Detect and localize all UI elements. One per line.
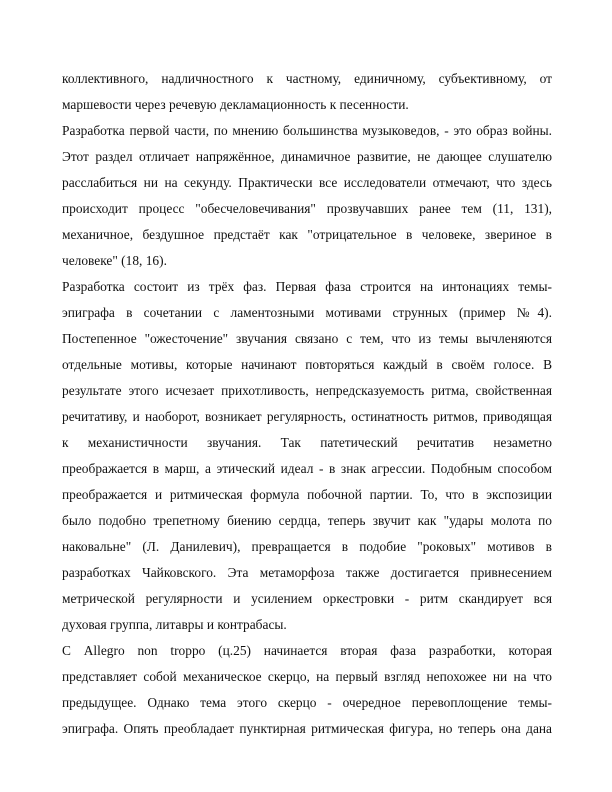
text-line: метрической регулярности и усилением оркестровки - ритм скандирует вся: [62, 591, 552, 606]
text-line: речитативу, и наоборот, возникает регулярность, остинатность ритмов, приводящая: [62, 409, 552, 424]
text-line: Постепенное "ожесточение" звучания связано с тем, что из темы вычленяются: [62, 331, 552, 346]
document-page: [62, 66, 552, 742]
text-line: было подобно трепетному биению сердца, теперь звучит как "удары молота по: [62, 513, 552, 528]
text-line: духовая группа, литавры и контрабасы.: [62, 617, 287, 632]
text-line: предыдущее. Однако тема этого скерцо - очередное перевоплощение темы-: [62, 695, 552, 710]
text-line: Разработка состоит из трёх фаз. Первая фаза строится на интонациях темы-: [62, 279, 552, 294]
text-line: маршевости через речевую декламационность к песенности.: [62, 97, 409, 112]
text-line: коллективного, надличностного к частному, единичному, субъективному, от: [62, 71, 552, 86]
text-line: отдельные мотивы, которые начинают повторяться каждый в своём голосе. В: [62, 357, 552, 372]
text-line: разработках Чайковского. Эта метаморфоза также достигается привнесением: [62, 565, 552, 580]
text-line: эпиграфа в сочетании с ламентозными мотивами струнных (пример №4).: [62, 305, 552, 320]
text-line: расслабиться ни на секунду. Практически все исследователи отмечают, что здесь: [62, 175, 552, 190]
text-line: С Allegro non troppo (ц.25) начинается вторая фаза разработки, которая: [62, 643, 552, 658]
text-line: преображается и ритмическая формула побочной партии. То, что в экспозиции: [62, 487, 552, 502]
text-line: преображается в марш, а этический идеал - в знак агрессии. Подобным способом: [62, 461, 552, 476]
text-line: Разработка первой части, по мнению большинства музыковедов, - это образ войны.: [62, 123, 552, 138]
text-line: к механистичности звучания. Так патетический речитатив незаметно: [62, 435, 552, 450]
text-line: Этот раздел отличает напряжённое, динамичное развитие, не дающее слушателю: [62, 149, 552, 164]
text-line: представляет собой механическое скерцо, на первый взгляд непохожее ни на что: [62, 669, 552, 684]
text-line: происходит процесс "обесчеловечивания" прозвучавших ранее тем (11, 131),: [62, 201, 552, 216]
text-line: результате этого исчезает прихотливость, непредсказуемость ритма, свойственная: [62, 383, 552, 398]
text-line: наковальне" (Л. Данилевич), превращается в подобие "роковых" мотивов в: [62, 539, 552, 554]
text-line: эпиграфа. Опять преобладает пунктирная ритмическая фигура, но теперь она дана: [62, 721, 552, 736]
text-line: механичное, бездушное предстаёт как "отрицательное в человеке, звериное в: [62, 227, 552, 242]
text-line: человеке" (18, 16).: [62, 253, 167, 268]
